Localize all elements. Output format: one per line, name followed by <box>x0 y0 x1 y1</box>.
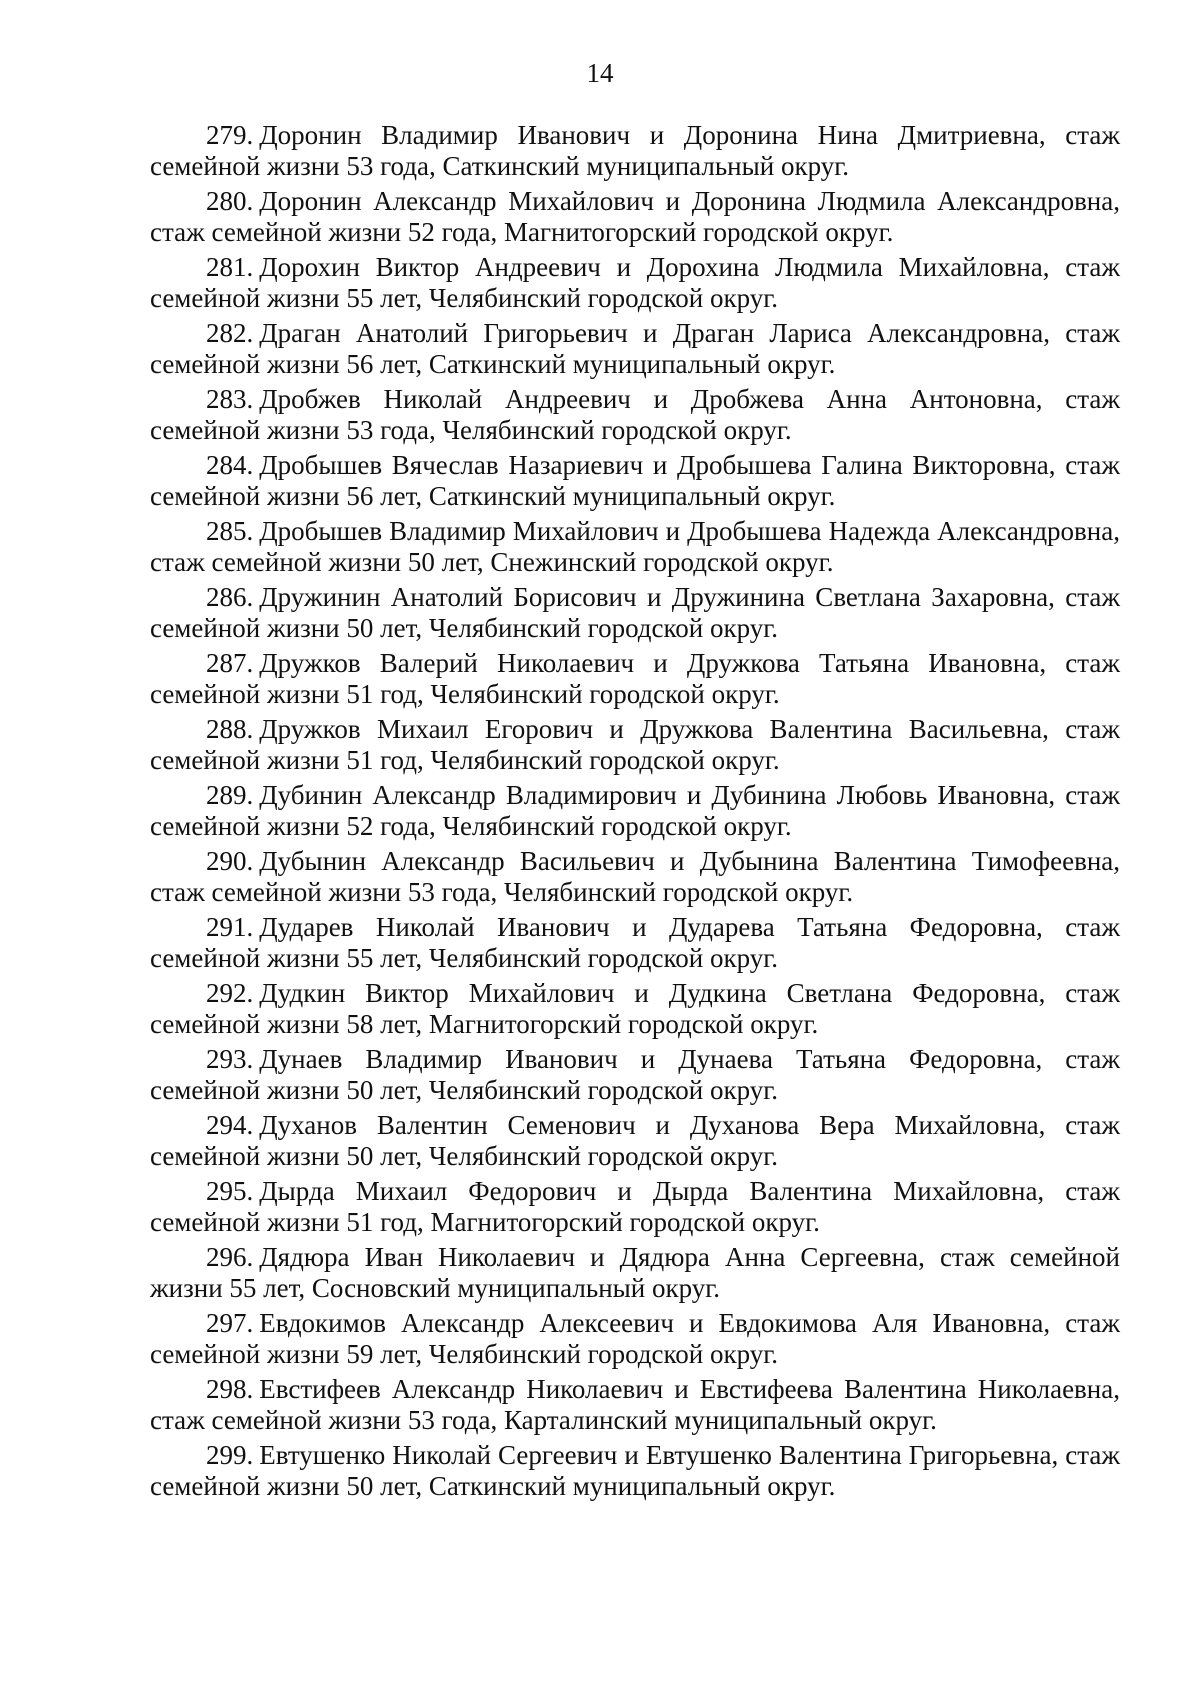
entry-number: 289. <box>206 780 254 810</box>
list-item <box>150 846 1120 908</box>
entry-number: 294. <box>206 1110 254 1140</box>
list-item <box>150 1374 1120 1436</box>
entry-text: Духанов Валентин Семенович и Духанова Вера Михайловна, стаж семейной жизни 50 лет, Челябинский городской округ. <box>150 1110 1120 1171</box>
entry-text: Дружков Михаил Егорович и Дружкова Валентина Васильевна, стаж семейной жизни 51 год, Челябинский городской округ. <box>150 714 1120 775</box>
entry-text: Евстифеев Александр Николаевич и Евстифеева Валентина Николаевна, стаж семейной жизни 53 года, Карталинский муниципальный округ. <box>150 1374 1120 1435</box>
list-item <box>150 780 1120 842</box>
list-item <box>150 1308 1120 1370</box>
entry-text: Дубинин Александр Владимирович и Дубинина Любовь Ивановна, стаж семейной жизни 52 года, Челябинский городской округ. <box>150 780 1120 841</box>
entries-list <box>150 120 1120 1506</box>
list-item <box>150 318 1120 380</box>
entry-text: Дударев Николай Иванович и Дударева Татьяна Федоровна, стаж семейной жизни 55 лет, Челябинский городской округ. <box>150 912 1120 973</box>
entry-number: 290. <box>206 846 254 876</box>
entry-text: Дробышев Владимир Михайлович и Дробышева Надежда Александровна, стаж семейной жизни 50 лет, Снежинский городской округ. <box>150 516 1120 577</box>
list-item <box>150 912 1120 974</box>
list-item <box>150 450 1120 512</box>
entry-text: Евтушенко Николай Сергеевич и Евтушенко Валентина Григорьевна, стаж семейной жизни 50 лет, Саткинский муниципальный округ. <box>150 1440 1120 1501</box>
list-item <box>150 1242 1120 1304</box>
list-item <box>150 384 1120 446</box>
list-item <box>150 714 1120 776</box>
entry-text: Доронин Владимир Иванович и Доронина Нина Дмитриевна, стаж семейной жизни 53 года, Саткинский муниципальный округ. <box>150 120 1120 181</box>
entry-number: 299. <box>206 1440 254 1470</box>
list-item <box>150 516 1120 578</box>
entry-text: Евдокимов Александр Алексеевич и Евдокимова Аля Ивановна, стаж семейной жизни 59 лет, Челябинский городской округ. <box>150 1308 1120 1369</box>
entry-number: 296. <box>206 1242 254 1272</box>
entry-number: 281. <box>206 252 254 282</box>
entry-number: 287. <box>206 648 254 678</box>
entry-text: Дунаев Владимир Иванович и Дунаева Татьяна Федоровна, стаж семейной жизни 50 лет, Челябинский городской округ. <box>150 1044 1120 1105</box>
entry-text: Дробжев Николай Андреевич и Дробжева Анна Антоновна, стаж семейной жизни 53 года, Челябинский городской округ. <box>150 384 1120 445</box>
list-item <box>150 582 1120 644</box>
entry-number: 279. <box>206 120 254 150</box>
entry-number: 286. <box>206 582 254 612</box>
entry-number: 285. <box>206 516 254 546</box>
entry-number: 280. <box>206 186 254 216</box>
list-item <box>150 252 1120 314</box>
entry-number: 295. <box>206 1176 254 1206</box>
entry-text: Дорохин Виктор Андреевич и Дорохина Людмила Михайловна, стаж семейной жизни 55 лет, Челябинский городской округ. <box>150 252 1120 313</box>
entry-number: 284. <box>206 450 254 480</box>
list-item <box>150 1440 1120 1502</box>
entry-text: Дядюра Иван Николаевич и Дядюра Анна Сергеевна, стаж семейной жизни 55 лет, Сосновский муниципальный округ. <box>150 1242 1120 1303</box>
list-item <box>150 186 1120 248</box>
entry-number: 282. <box>206 318 254 348</box>
entry-number: 293. <box>206 1044 254 1074</box>
entry-text: Доронин Александр Михайлович и Доронина Людмила Александровна, стаж семейной жизни 52 года, Магнитогорский городской округ. <box>150 186 1120 247</box>
entry-text: Дырда Михаил Федорович и Дырда Валентина Михайловна, стаж семейной жизни 51 год, Магнитогорский городской округ. <box>150 1176 1120 1237</box>
list-item <box>150 978 1120 1040</box>
entry-text: Дубынин Александр Васильевич и Дубынина Валентина Тимофеевна, стаж семейной жизни 53 года, Челябинский городской округ. <box>150 846 1120 907</box>
entry-number: 292. <box>206 978 254 1008</box>
entry-number: 298. <box>206 1374 254 1404</box>
entry-text: Дружинин Анатолий Борисович и Дружинина Светлана Захаровна, стаж семейной жизни 50 лет, Челябинский городской округ. <box>150 582 1120 643</box>
entry-text: Дружков Валерий Николаевич и Дружкова Татьяна Ивановна, стаж семейной жизни 51 год, Челябинский городской округ. <box>150 648 1120 709</box>
list-item <box>150 120 1120 182</box>
list-item <box>150 1044 1120 1106</box>
page-number: 14 <box>586 58 614 88</box>
list-item <box>150 1176 1120 1238</box>
entry-number: 297. <box>206 1308 254 1338</box>
entry-number: 288. <box>206 714 254 744</box>
list-item <box>150 1110 1120 1172</box>
entry-number: 283. <box>206 384 254 414</box>
entry-text: Дудкин Виктор Михайлович и Дудкина Светлана Федоровна, стаж семейной жизни 58 лет, Магнитогорский городской округ. <box>150 978 1120 1039</box>
entry-text: Драган Анатолий Григорьевич и Драган Лариса Александровна, стаж семейной жизни 56 лет, Саткинский муниципальный округ. <box>150 318 1120 379</box>
list-item <box>150 648 1120 710</box>
entry-number: 291. <box>206 912 254 942</box>
entry-text: Дробышев Вячеслав Назариевич и Дробышева Галина Викторовна, стаж семейной жизни 56 лет, Саткинский муниципальный округ. <box>150 450 1120 511</box>
